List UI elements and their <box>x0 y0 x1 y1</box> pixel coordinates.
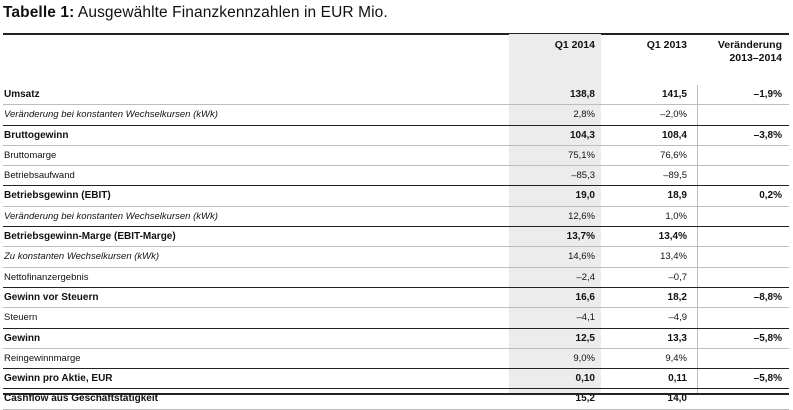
table-row <box>3 329 789 349</box>
value-q1-2013: 18,9 <box>667 190 687 202</box>
value-q1-2013: 1,0% <box>665 210 687 222</box>
row-label: Cashflow aus Geschäftstätigkeit <box>4 393 158 405</box>
value-q1-2014: 16,6 <box>575 291 595 303</box>
value-q1-2014: –4,1 <box>576 312 595 324</box>
table-row <box>3 247 789 267</box>
column-header-change <box>697 39 782 65</box>
table-row <box>3 85 789 105</box>
value-q1-2014: 9,0% <box>573 352 595 364</box>
table-title-prefix: Tabelle 1: <box>3 4 75 21</box>
value-q1-2014: 12,5 <box>575 332 595 344</box>
table-row <box>3 288 789 308</box>
value-q1-2014: 75,1% <box>568 149 595 161</box>
column-header-change-line2: 2013–2014 <box>729 52 782 64</box>
value-change: 0,2% <box>759 190 782 202</box>
table-row <box>3 105 789 125</box>
table-body <box>3 85 789 410</box>
row-label: Bruttomarge <box>4 149 57 161</box>
table-row <box>3 166 789 186</box>
value-q1-2013: 13,4% <box>658 231 687 243</box>
value-q1-2013: 76,6% <box>660 149 687 161</box>
value-q1-2014: –2,4 <box>576 271 595 283</box>
row-label: Veränderung bei konstanten Wechselkursen (kWk) <box>4 210 218 222</box>
value-q1-2014: 138,8 <box>569 89 595 100</box>
column-header-q1-2014: Q1 2014 <box>554 39 595 51</box>
value-q1-2013: –0,7 <box>668 271 687 283</box>
value-q1-2013: 13,4% <box>660 251 687 263</box>
value-q1-2013: –89,5 <box>663 170 687 182</box>
value-change: –1,9% <box>753 89 782 100</box>
column-header-q1-2013: Q1 2013 <box>646 39 687 51</box>
value-q1-2014: 15,2 <box>575 393 595 405</box>
row-label: Zu konstanten Wechselkursen (kWk) <box>4 251 160 263</box>
value-change: –5,8% <box>753 332 782 344</box>
row-label: Betriebsaufwand <box>4 170 75 182</box>
row-label: Betriebsgewinn (EBIT) <box>4 190 111 202</box>
value-q1-2014: 13,7% <box>566 231 595 243</box>
value-q1-2014: –85,3 <box>571 170 595 182</box>
value-change: –5,8% <box>753 373 782 385</box>
table-row <box>3 349 789 369</box>
row-label: Gewinn vor Steuern <box>4 291 99 303</box>
top-rule <box>3 33 789 35</box>
value-q1-2013: 0,11 <box>668 373 687 385</box>
row-label: Bruttogewinn <box>4 129 69 141</box>
table-row <box>3 369 789 389</box>
value-q1-2014: 2,8% <box>573 109 595 121</box>
value-change: –3,8% <box>753 129 782 141</box>
row-label: Steuern <box>4 312 38 324</box>
value-q1-2013: –2,0% <box>660 109 687 121</box>
table-row <box>3 207 789 227</box>
value-q1-2013: –4,9 <box>668 312 687 324</box>
row-label: Veränderung bei konstanten Wechselkursen (kWk) <box>4 109 218 121</box>
value-q1-2014: 19,0 <box>575 190 595 202</box>
value-change: –8,8% <box>753 291 782 303</box>
value-q1-2013: 14,0 <box>667 393 687 405</box>
value-q1-2014: 14,6% <box>568 251 595 263</box>
column-header-change-line1: Veränderung <box>717 39 782 51</box>
table-row <box>3 227 789 247</box>
table-row <box>3 268 789 288</box>
value-q1-2014: 0,10 <box>575 373 595 385</box>
table-title-text: Ausgewählte Finanzkennzahlen in EUR Mio. <box>74 4 388 21</box>
table-row <box>3 308 789 328</box>
table-row <box>3 186 789 206</box>
row-label: Gewinn <box>4 332 41 344</box>
row-label: Reingewinnmarge <box>4 352 81 364</box>
table-title <box>3 4 388 22</box>
row-label: Betriebsgewinn-Marge (EBIT-Marge) <box>4 231 176 243</box>
value-q1-2014: 12,6% <box>568 210 595 222</box>
row-label: Nettofinanzergebnis <box>4 271 89 283</box>
row-label: Gewinn pro Aktie, EUR <box>4 373 113 385</box>
value-q1-2013: 9,4% <box>665 352 687 364</box>
value-q1-2013: 13,3 <box>667 332 687 344</box>
table-row <box>3 126 789 146</box>
bottom-rule <box>3 393 789 395</box>
value-q1-2013: 108,4 <box>661 129 687 141</box>
table-row <box>3 146 789 166</box>
row-label: Umsatz <box>4 89 40 100</box>
value-q1-2014: 104,3 <box>569 129 595 141</box>
value-q1-2013: 18,2 <box>667 291 687 303</box>
value-q1-2013: 141,5 <box>661 89 687 100</box>
